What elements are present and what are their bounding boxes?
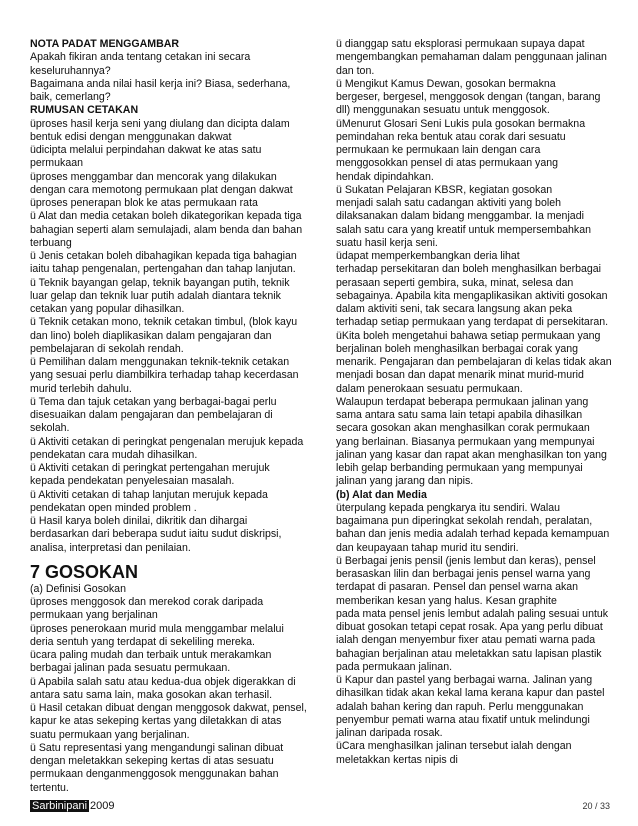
right-text-line: permukaan ke permukaan lain dengan cara xyxy=(336,144,541,156)
left-text-line: ü Aktiviti cetakan di peringkat pengenalan merujuk kepada xyxy=(30,435,304,448)
left-text-line: terbuang xyxy=(30,236,72,249)
right-text-line: üterpulang kepada pengkarya itu sendiri. Walau xyxy=(336,501,560,514)
right-text-line: Walaupun terdapat beberapa permukaan jalinan yang xyxy=(336,395,589,408)
left-text-line: antara satu sama lain, maka gosokan akan terhasil. xyxy=(30,688,273,701)
left-text-line: bahagian seperti alam semulajadi, alam benda dan bahan xyxy=(30,223,303,236)
right-text-line: bergeser, bergesel, menggosok dengan (tangan, barang xyxy=(336,91,601,103)
left-text-line: kapur ke atas sekeping kertas yang diletakkan di atas xyxy=(30,715,282,728)
footer-author: Sarbinipani xyxy=(32,800,88,812)
right-text-line: dalam penerokaan sesuatu permukaan. xyxy=(336,382,523,395)
left-text-line: üproses menggambar dan mencorak yang dilakukan xyxy=(30,170,277,183)
left-text-line: deria sentuh yang terdapat di sekeliling mereka. xyxy=(30,635,255,648)
right-text-line: üCara menghasilkan jalinan tersebut ialah dengan xyxy=(336,740,572,753)
left-text-line: berdasarkan dari beberapa sudut iaitu sudut diskripsi, xyxy=(30,528,282,541)
right-text-line: pada permukaan jalinan. xyxy=(336,660,453,673)
footer-year: 2009 xyxy=(90,800,115,812)
right-text-line: ü Mengikut Kamus Dewan, gosokan bermakna xyxy=(336,77,556,90)
left-text-line: üdicipta melalui perpindahan dakwat ke atas satu xyxy=(30,144,262,156)
page-number: 20 / 33 xyxy=(582,801,610,811)
left-text-line: üproses menggosok dan merekod corak daripada xyxy=(30,596,264,608)
right-text-line: terhadap setiap permukaan yang terdapat di persekitaran. xyxy=(336,316,609,329)
left-text-line: sekolah. xyxy=(30,422,70,435)
left-text-line: ü Teknik cetakan mono, teknik cetakan timbul, (blok kayu xyxy=(30,316,298,329)
left-text-line: ü Teknik bayangan gelap, teknik bayangan putih, teknik xyxy=(30,276,290,289)
right-text-line: yang berlainan. Biasanya permukaan yang mempunyai xyxy=(336,435,595,448)
right-text-line: üdapat memperkembangkan deria lihat xyxy=(336,250,520,262)
left-text-line: ü Aktiviti cetakan di peringkat pertengahan merujuk xyxy=(30,462,270,474)
right-text-line: sama antara satu sama lain tetapi apabila dihasilkan xyxy=(336,409,583,421)
left-text-line: ü Hasil karya boleh dinilai, dikritik dan dihargai xyxy=(30,515,248,527)
left-text-line: pendekatan cara mudah dihasilkan. xyxy=(30,448,198,461)
left-text-line: murid terlebih dahulu. xyxy=(30,382,132,395)
left-text-line: berbagai jalinan pada sesuatu permukaan. xyxy=(30,662,231,675)
left-text-line: disesuaikan dalam pengajaran dan pembelajaran di xyxy=(30,409,273,421)
right-text-line: menggosokkan pensel di atas permukaan yang xyxy=(336,157,559,170)
footer-credit xyxy=(30,800,115,812)
left-text-line: ücara paling mudah dan terbaik untuk merakamkan xyxy=(30,649,272,661)
right-text-line: mengembangkan pemahaman dalam penggunaan jalinan xyxy=(336,51,607,64)
right-text-line: menarik. Pengajaran dan pembelajaran di kelas tidak akan xyxy=(336,356,612,368)
left-column xyxy=(30,38,315,795)
left-text-line: permukaan xyxy=(30,157,83,170)
right-text-line: penyembur pemati warna atau fixatif untuk melindungi xyxy=(336,713,590,726)
right-text-line: ialah dengan menyembur fixer atau pemati warna pada xyxy=(336,634,596,647)
right-text-line: berjalinan boleh menghasilkan berbagai corak yang xyxy=(336,342,579,355)
left-text-line: üproses penerokaan murid mula menggambar melalui xyxy=(30,622,284,635)
right-text-line: üKita boleh mengetahui bahawa setiap permukaan yang xyxy=(336,329,601,342)
left-text-line: ü Hasil cetakan dibuat dengan menggosok dakwat, pensel, xyxy=(30,702,307,714)
left-text-line: cetakan yang popular dihasilkan. xyxy=(30,303,185,315)
right-text-line: hendak dipindahkan. xyxy=(336,170,434,183)
left-text-line: kepada pendekatan penyelesaian masalah. xyxy=(30,475,235,488)
right-text-line: perasaan seperti gembira, suka, minat, selesa dan xyxy=(336,276,574,289)
left-heading: 7 GOSOKAN xyxy=(30,561,139,582)
left-text-line: iaitu tahap pengenalan, pertengahan dan tahap lanjutan. xyxy=(30,263,296,276)
right-text-line: meletakkan kertas nipis di xyxy=(336,753,458,766)
right-text-line: jalinan yang jarang dan nipis. xyxy=(336,475,474,488)
left-text-line: ü Pemilihan dalam menggunakan teknik-teknik cetakan xyxy=(30,356,290,368)
left-text-line: Bagaimana anda nilai hasil kerja ini? Biasa, sederhana, xyxy=(30,77,291,90)
right-text-line: bahagian berjalinan atau meletakkan satu lapisan plastik xyxy=(336,647,602,660)
left-text-line: pembelajaran di sekolah rendah. xyxy=(30,342,184,355)
left-text-line: (a) Definisi Gosokan xyxy=(30,582,126,595)
left-text-line: baik, cemerlang? xyxy=(30,91,111,103)
right-text-line: menjadi bosan dan dapat menarik minat murid-murid xyxy=(336,369,584,382)
left-text-line: ü Aktiviti cetakan di tahap lanjutan merujuk kepada xyxy=(30,488,268,501)
left-text-line: analisa, interpretasi dan penilaian. xyxy=(30,541,191,554)
right-text-line: dalam aktiviti seni, tak secara langsung akan peka xyxy=(336,303,573,315)
left-text-line: ü Tema dan tajuk cetakan yang berbagai-bagai perlu xyxy=(30,395,277,408)
left-text-line: dan lino) boleh diaplikasikan dalam pengajaran dan xyxy=(30,329,272,342)
right-text-line: terdapat di pasaran. Pensel dan pensel warna akan xyxy=(336,581,579,594)
left-text-line: ü Jenis cetakan boleh dibahagikan kepada tiga bahagian xyxy=(30,250,297,262)
left-text-line: tertentu. xyxy=(30,781,69,794)
right-text-line: sebagainya. Apabila kita mengaplikasikan aktiviti gosokan xyxy=(336,289,608,302)
left-text-line: ü Alat dan media cetakan boleh dikategorikan kepada tiga xyxy=(30,210,302,223)
right-text-line: dibuat gosokan tetapi cepat rosak. Apa yang perlu dibuat xyxy=(336,621,603,633)
page-footer xyxy=(30,800,610,814)
right-text-line: ü Berbagai jenis pensil (jenis lembut dan keras), pensel xyxy=(336,554,596,567)
left-text-line: luar gelap dan teknik luar putih adalah diantara teknik xyxy=(30,289,281,302)
right-text-line: berasaskan lilin dan berbagai jenis pensel warna yang xyxy=(336,568,591,580)
left-text-line: bentuk edisi dengan menggunakan dakwat xyxy=(30,130,232,143)
right-text-line: pada mata pensel jenis lembut adalah paling sesuai untuk xyxy=(336,607,609,620)
right-text-line: lebih gelap berbanding permukaan yang mempunyai xyxy=(336,462,583,474)
right-text-line: dilaksanakan dalam bidang menggambar. Ia menjadi xyxy=(336,210,584,223)
right-text-line: memberikan kesan yang halus. Kesan graphite xyxy=(336,594,557,607)
right-text-line: jalinan daripada rosak. xyxy=(336,727,443,739)
right-text-line: üMenurut Glosari Seni Lukis pula gosokan bermakna xyxy=(336,117,586,130)
left-text-line: permukaan yang berjalinan xyxy=(30,609,158,622)
left-text-line: üproses penerapan blok ke atas permukaan rata xyxy=(30,197,258,209)
left-text-line: pendekatan open minded problem . xyxy=(30,501,197,514)
right-text-line: adalah bahan kering dan rapuh. Perlu menggunakan xyxy=(336,700,584,713)
left-text-line: Apakah fikiran anda tentang cetakan ini secara xyxy=(30,51,251,64)
right-text-line: menjadi salah satu cadangan aktiviti yang boleh xyxy=(336,197,561,209)
right-text-line: dihasilkan tidak akan kekal lama kerana kapur dan pastel xyxy=(336,687,605,700)
right-text-line: dll) menggunakan sesuatu untuk menggosok. xyxy=(336,104,550,117)
left-text-line: ü Apabila salah satu atau kedua-dua objek digerakkan di xyxy=(30,675,296,688)
left-heading: RUMUSAN CETAKAN xyxy=(30,104,139,117)
left-heading: NOTA PADAT MENGGAMBAR xyxy=(30,38,180,50)
left-text-line: permukaan denganmenggosok menggunakan bahan xyxy=(30,768,279,781)
left-text-line: keseluruhannya? xyxy=(30,64,111,77)
right-text-line: ü Kapur dan pastel yang berbagai warna. Jalinan yang xyxy=(336,674,593,686)
right-text-line: pemindahan reka bentuk atau corak dari sesuatu xyxy=(336,130,566,143)
right-text-line: terhadap persekitaran dan boleh menghasilkan berbagai xyxy=(336,263,602,276)
left-text-line: yang sesuai perlu diambilkira terhadap tahap kecerdasan xyxy=(30,369,299,382)
left-text-line: üproses hasil kerja seni yang diulang dan dicipta dalam xyxy=(30,117,290,130)
right-text-line: ü Sukatan Pelajaran KBSR, kegiatan gosokan xyxy=(336,183,553,196)
right-text-line: ü dianggap satu eksplorasi permukaan supaya dapat xyxy=(336,38,585,50)
right-text-line: secara gosokan akan menghasilkan corak permukaan xyxy=(336,422,590,435)
right-text-line: bagaimana pun diperingkat sekolah rendah, peralatan, xyxy=(336,515,593,527)
right-heading: (b) Alat dan Media xyxy=(336,488,427,501)
left-text-line: suatu permukaan yang berjalinan. xyxy=(30,728,190,741)
right-text-line: suatu hasil kerja seni. xyxy=(336,236,438,249)
left-text-line: dengan meletakkan sekeping kertas di atas sesuatu xyxy=(30,755,274,767)
right-text-line: dan ton. xyxy=(336,64,375,77)
right-text-line: jalinan yang kasar dan rapat akan menghasilkan ton yang xyxy=(336,448,607,461)
right-text-line: salah satu cara yang kreatif untuk mempersembahkan xyxy=(336,223,591,236)
right-column xyxy=(336,38,612,767)
left-text-line: dengan cara memotong permukaan plat dengan dakwat xyxy=(30,183,293,196)
right-text-line: dan keupayaan tahap murid itu sendiri. xyxy=(336,541,519,554)
right-text-line: bahan dan jenis media adalah terhad kepada kemampuan xyxy=(336,528,610,541)
left-text-line: ü Satu representasi yang mengandungi salinan dibuat xyxy=(30,741,284,754)
